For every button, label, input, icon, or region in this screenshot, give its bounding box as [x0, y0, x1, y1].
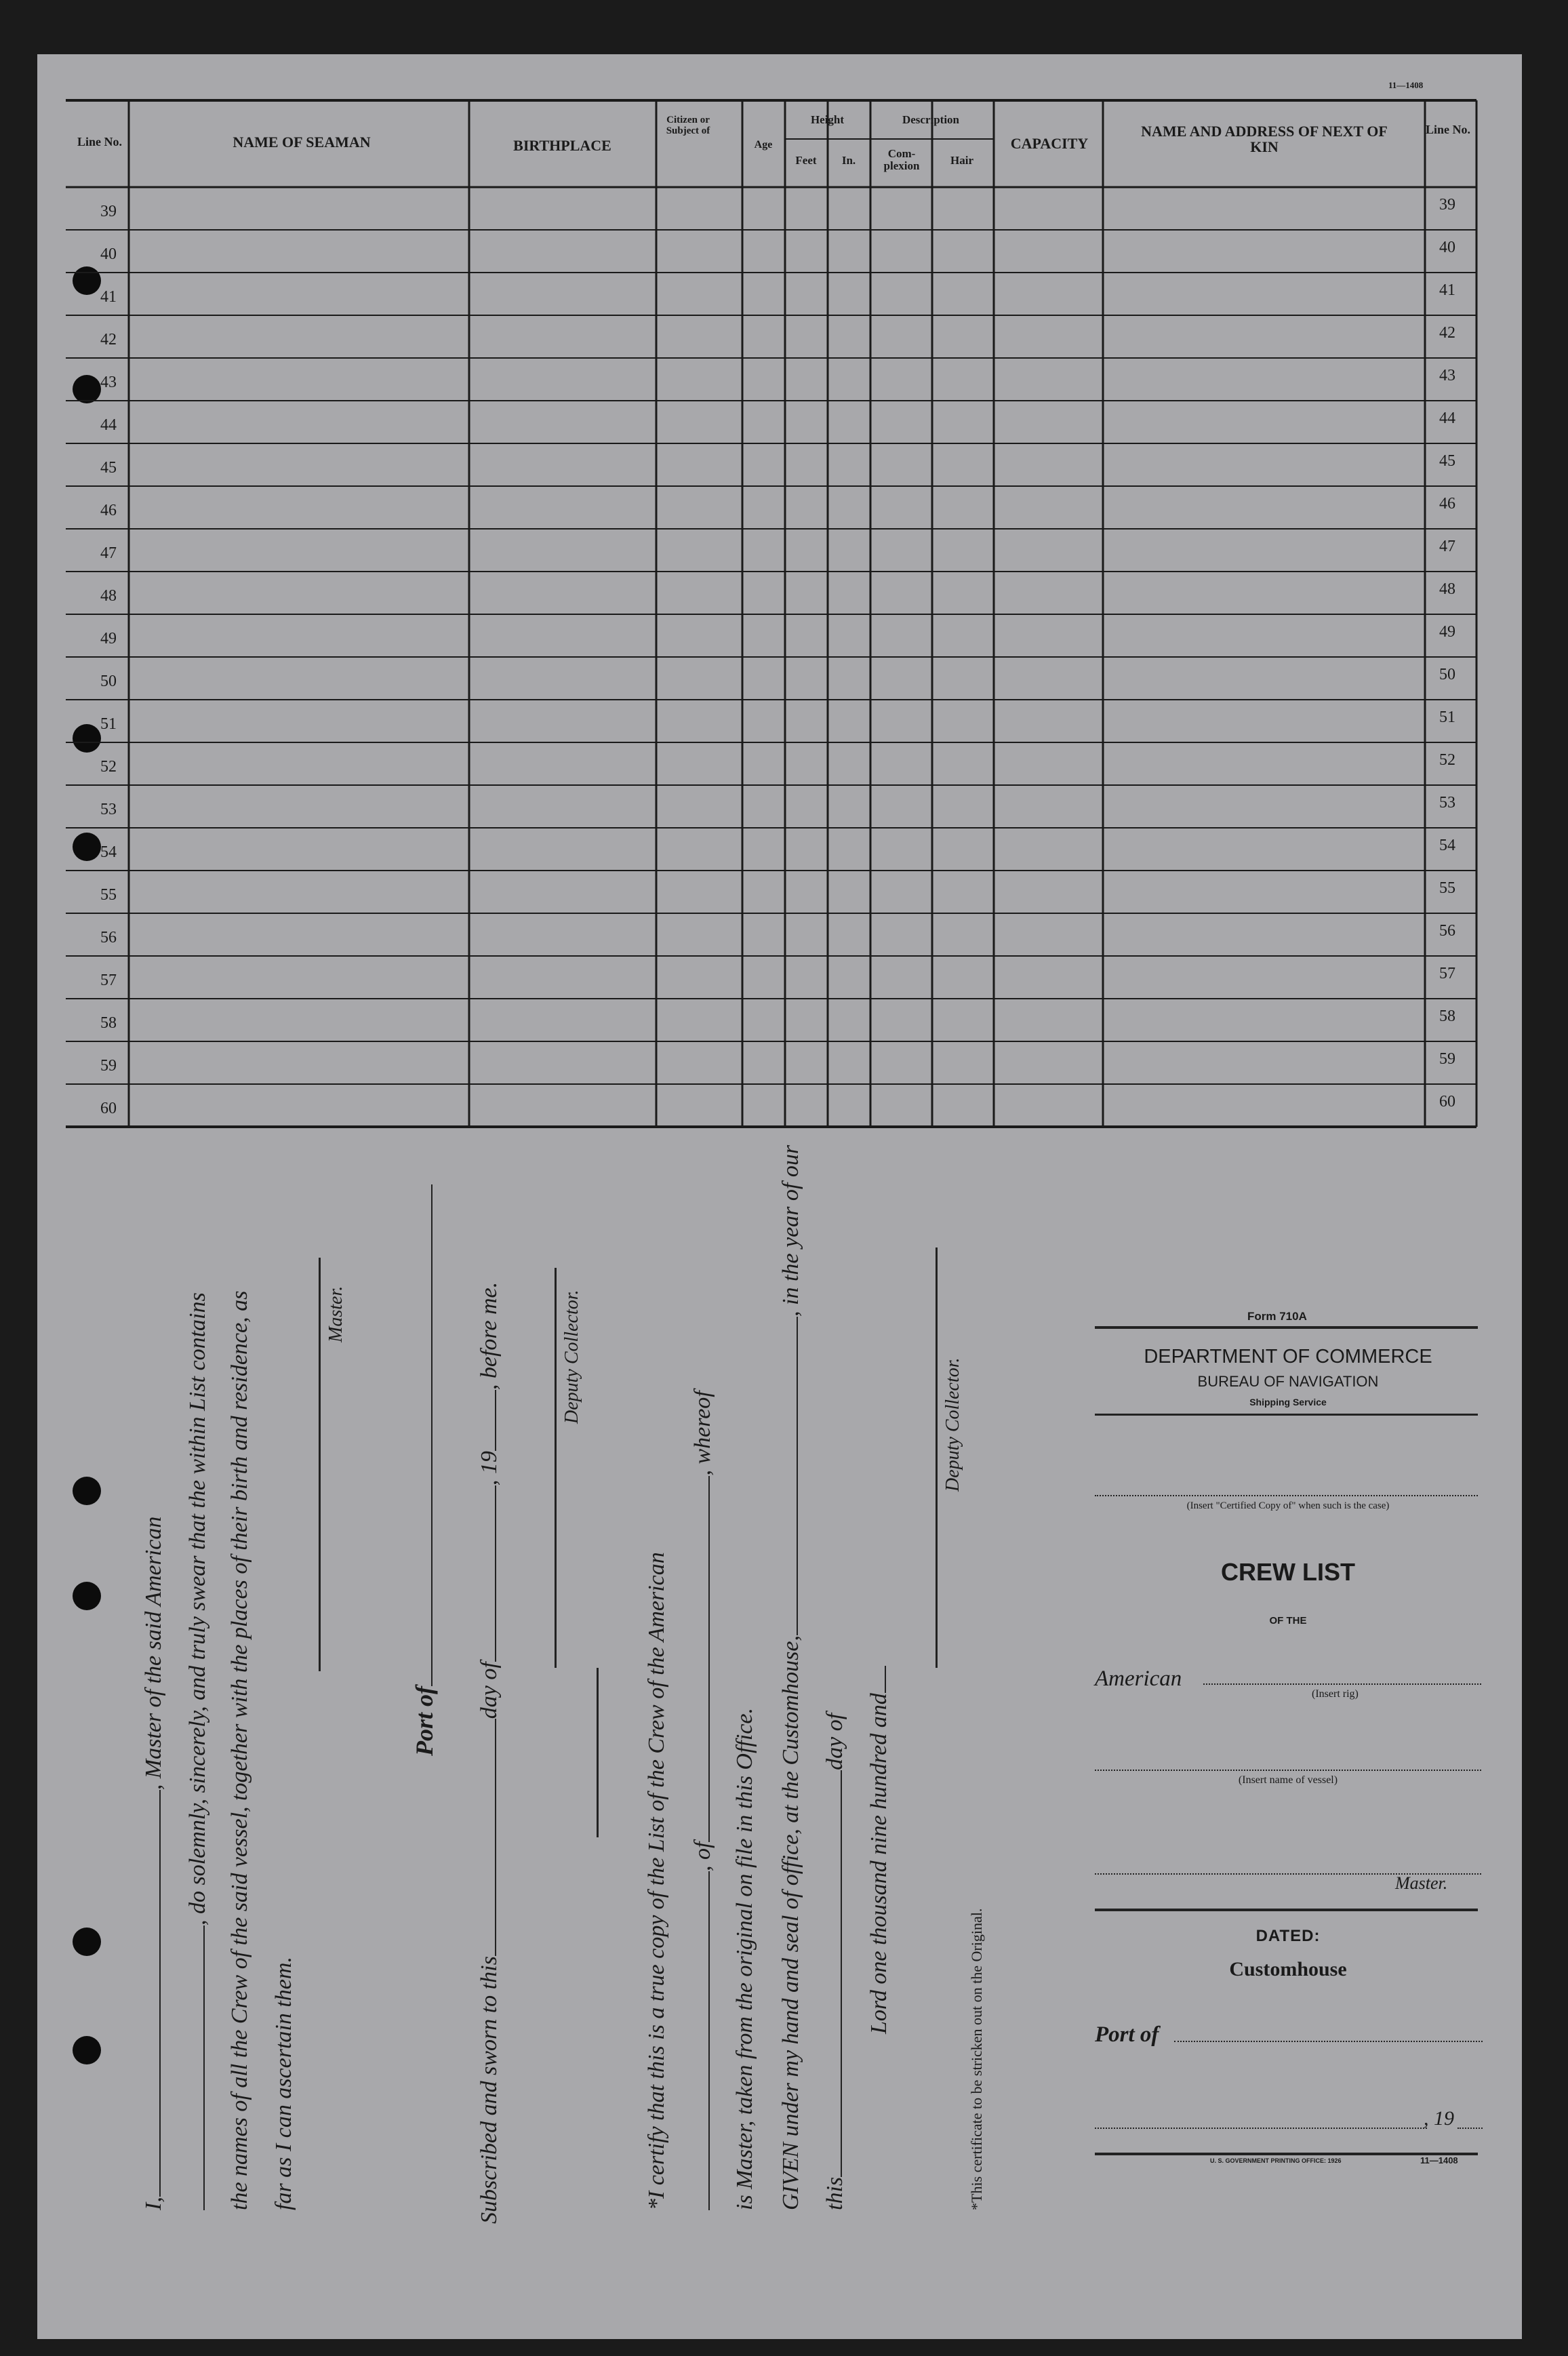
header-line-no-right: Line No.: [1425, 123, 1470, 136]
line-number-left: 50: [100, 673, 117, 690]
cover-insert-certified: (Insert "Certified Copy of" when such is the case): [1186, 1500, 1390, 1511]
line-number-left: 57: [100, 972, 117, 989]
cover-insert-vessel: (Insert name of vessel): [1238, 1774, 1338, 1786]
header-feet: Feet: [795, 154, 817, 167]
oath-line-1: I,, Master of the said American: [139, 1517, 167, 2210]
line-number-right: 59: [1439, 1050, 1455, 1068]
line-number-right: 60: [1439, 1093, 1455, 1111]
line-number-right: 42: [1439, 324, 1455, 342]
deputy-collector-label-2: Deputy Collector.: [942, 1357, 963, 1492]
oath-line-2: , do solemnly, sincerely, and truly swear that the within List contains: [183, 1292, 211, 2210]
cover-rule-2: [1095, 1414, 1478, 1416]
line-number-left: 45: [100, 459, 117, 477]
line-number-right: 44: [1439, 410, 1455, 427]
binder-hole: [73, 1477, 101, 1505]
cert-line-4: GIVEN under my hand and seal of office, at the Customhouse,, in the year of our: [776, 1145, 804, 2210]
certified-copy-line: [1095, 1495, 1478, 1498]
line-number-right: 56: [1439, 922, 1455, 940]
header-citizen: Citizen or Subject of: [666, 115, 710, 136]
master-signature-line: [319, 1258, 321, 1671]
line-number-left: 56: [100, 929, 117, 946]
header-birthplace: BIRTHPLACE: [513, 137, 611, 154]
cover-service: Shipping Service: [1249, 1397, 1327, 1407]
cover-department: DEPARTMENT OF COMMERCE: [1144, 1346, 1432, 1367]
line-number-left: 60: [100, 1100, 117, 1117]
line-number-right: 43: [1439, 367, 1455, 384]
cover-of-the: OF THE: [1269, 1615, 1307, 1626]
date-line: [1095, 2128, 1427, 2129]
deputy-signature-line-1: [555, 1268, 557, 1668]
vessel-line: [1095, 1770, 1481, 1771]
line-number-right: 57: [1439, 965, 1455, 982]
cover-insert-rig: (Insert rig): [1312, 1688, 1359, 1700]
form-code-top: 11—1408: [1388, 80, 1424, 90]
cert-line-3: is Master, taken from the original on file in this Office.: [732, 1707, 757, 2210]
header-name-of-seaman: NAME OF SEAMAN: [233, 134, 371, 151]
cover-nineteen: , 19: [1424, 2107, 1454, 2130]
line-number-left: 54: [100, 843, 117, 861]
line-number-left: 39: [100, 203, 117, 220]
line-number-right: 52: [1439, 751, 1455, 769]
line-number-right: 53: [1439, 794, 1455, 812]
cover-customhouse: Customhouse: [1229, 1958, 1347, 1980]
line-number-left: 48: [100, 587, 117, 605]
date-line-2: [1458, 2128, 1483, 2129]
deputy-collector-label-1: Deputy Collector.: [561, 1290, 582, 1424]
oath-subscribed: Subscribed and sworn to thisday of, 19, before me.: [475, 1282, 502, 2224]
header-inches: In.: [841, 154, 856, 167]
oath-master-label: Master.: [325, 1285, 346, 1342]
line-number-left: 47: [100, 544, 117, 562]
cover-dated: DATED:: [1255, 1927, 1321, 1945]
binder-hole: [73, 2036, 101, 2064]
line-number-left: 46: [100, 502, 117, 519]
cover-port-of: Port of: [1095, 2022, 1159, 2047]
line-number-right: 39: [1439, 196, 1455, 214]
header-complexion: Com- plexion: [883, 147, 920, 172]
cert-line-6: Lord one thousand nine hundred and: [864, 1666, 892, 2034]
crew-table-grid: [0, 0, 1568, 1153]
port-line: [1174, 2041, 1483, 2042]
line-number-left: 44: [100, 416, 117, 434]
header-height: Height: [810, 113, 845, 126]
cover-form-code-bottom: 11—1408: [1420, 2155, 1458, 2165]
cover-rule-3: [1095, 1909, 1478, 1911]
cover-printing-office: U. S. GOVERNMENT PRINTING OFFICE: 1926: [1210, 2157, 1342, 2164]
line-number-left: 55: [100, 886, 117, 904]
cert-line-1: *I certify that this is a true copy of the List of the Crew of the American: [644, 1552, 669, 2210]
cert-line-5: thisday of: [820, 1713, 848, 2210]
line-number-right: 58: [1439, 1007, 1455, 1025]
line-number-right: 48: [1439, 580, 1455, 598]
line-number-left: 41: [100, 288, 117, 306]
line-number-left: 52: [100, 758, 117, 776]
line-number-left: 53: [100, 801, 117, 818]
oath-line-3: the names of all the Crew of the said vessel, together with the places of their birth and residence, as: [227, 1290, 252, 2210]
line-number-right: 41: [1439, 281, 1455, 299]
line-number-right: 45: [1439, 452, 1455, 470]
header-hair: Hair: [950, 154, 973, 167]
binder-hole: [73, 1582, 101, 1610]
cover-master: Master.: [1395, 1873, 1448, 1893]
deputy-signature-line-2: [936, 1247, 938, 1668]
header-age: Age: [754, 139, 773, 151]
cert-footnote: *This certificate to be stricken out on the Original.: [968, 1908, 985, 2210]
line-number-left: 42: [100, 331, 117, 348]
line-number-left: 43: [100, 374, 117, 391]
oath-line-4: far as I can ascertain them.: [271, 1957, 296, 2210]
cover-top-rule: [1095, 1326, 1478, 1329]
line-number-right: 51: [1439, 708, 1455, 726]
cover-title: CREW LIST: [1221, 1558, 1355, 1586]
line-number-left: 51: [100, 715, 117, 733]
binder-hole: [73, 1928, 101, 1956]
header-description: Description: [902, 113, 960, 126]
header-next-of-kin: NAME AND ADDRESS OF NEXT OF KIN: [1141, 123, 1388, 156]
cover-bureau: BUREAU OF NAVIGATION: [1197, 1373, 1379, 1390]
rig-line: [1203, 1683, 1481, 1685]
header-line-no: Line No.: [77, 135, 122, 148]
line-number-right: 55: [1439, 879, 1455, 897]
oath-port-of: Port of: [410, 1184, 439, 1756]
line-number-right: 46: [1439, 495, 1455, 513]
separator-line: [597, 1668, 599, 1837]
header-capacity: CAPACITY: [1010, 135, 1089, 152]
line-number-right: 50: [1439, 666, 1455, 683]
line-number-left: 59: [100, 1057, 117, 1075]
line-number-left: 49: [100, 630, 117, 647]
line-number-left: 40: [100, 245, 117, 263]
line-number-right: 47: [1439, 538, 1455, 555]
line-number-left: 58: [100, 1014, 117, 1032]
cert-line-2: , of, whereof: [688, 1391, 716, 2210]
line-number-right: 54: [1439, 837, 1455, 854]
cover-american: American: [1095, 1666, 1182, 1691]
line-number-right: 40: [1439, 239, 1455, 256]
line-number-right: 49: [1439, 623, 1455, 641]
cover-form-no: Form 710A: [1247, 1310, 1307, 1323]
